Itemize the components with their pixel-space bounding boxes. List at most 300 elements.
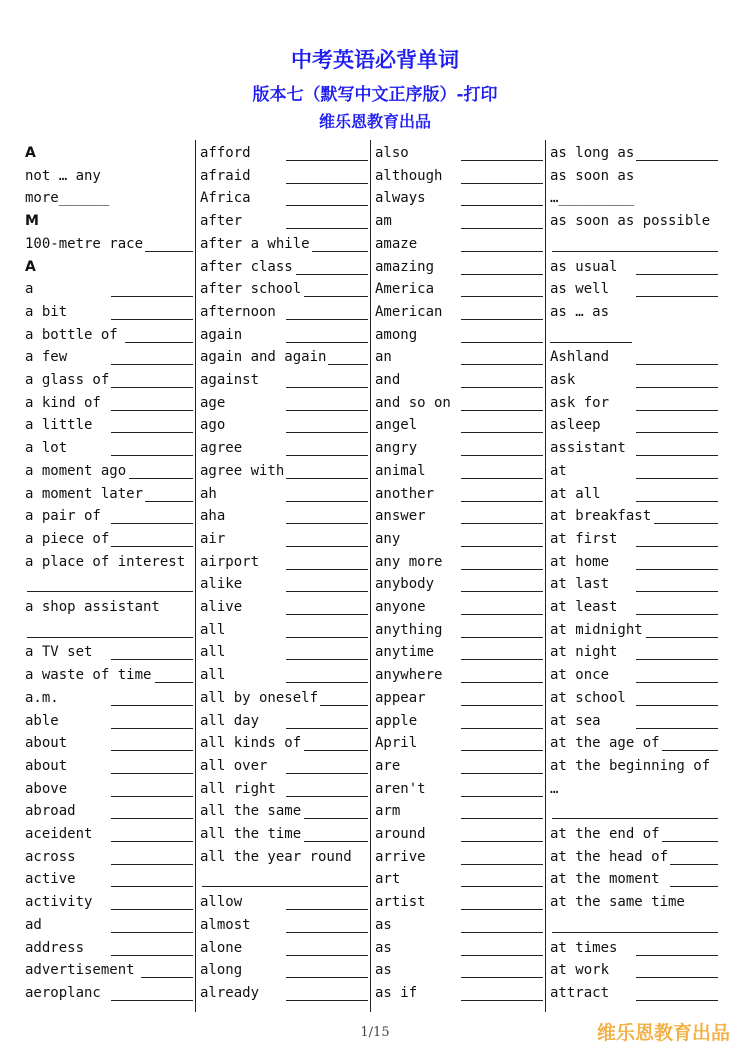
word-text: angry bbox=[375, 440, 418, 457]
word-entry bbox=[375, 983, 543, 1006]
word-entry bbox=[375, 257, 543, 280]
answer-blank-line bbox=[461, 864, 543, 865]
answer-blank-line bbox=[111, 432, 193, 433]
answer-blank-line bbox=[461, 205, 543, 206]
word-text: able bbox=[25, 712, 59, 729]
answer-blank-line bbox=[646, 637, 718, 638]
word-text: all the same bbox=[200, 803, 302, 820]
word-text: advertisement bbox=[25, 962, 135, 979]
word-entry bbox=[25, 779, 193, 802]
word-entry bbox=[200, 552, 368, 575]
word-text: at the end of bbox=[550, 826, 660, 842]
word-entry bbox=[550, 552, 718, 575]
word-text: Ashland bbox=[550, 349, 610, 366]
answer-blank-line bbox=[111, 728, 193, 729]
word-entry bbox=[550, 370, 718, 393]
word-entry bbox=[200, 438, 368, 461]
word-entry bbox=[550, 892, 718, 915]
answer-blank-line bbox=[111, 546, 193, 547]
word-text: at the beginning of bbox=[550, 757, 711, 774]
word-entry bbox=[550, 188, 718, 211]
answer-blank-line bbox=[461, 364, 543, 365]
word-entry bbox=[200, 574, 368, 597]
answer-blank-line bbox=[111, 818, 193, 819]
word-text: allow bbox=[200, 894, 243, 911]
answer-blank-line bbox=[636, 546, 718, 547]
answer-blank-line bbox=[145, 501, 193, 502]
word-entry bbox=[550, 438, 718, 461]
word-entry bbox=[200, 938, 368, 961]
word-text: A bbox=[25, 145, 36, 161]
answer-blank-line bbox=[111, 410, 193, 411]
column-divider bbox=[370, 140, 371, 1012]
answer-blank-line bbox=[111, 296, 193, 297]
word-text: an bbox=[375, 349, 392, 366]
word-text: age bbox=[200, 394, 226, 411]
answer-blank-line bbox=[328, 364, 368, 365]
word-entry bbox=[25, 484, 193, 507]
word-text: agree with bbox=[200, 462, 285, 479]
word-entry bbox=[25, 597, 193, 620]
answer-blank-line bbox=[461, 228, 543, 229]
word-text: aeroplanc bbox=[25, 984, 101, 1001]
word-entry bbox=[25, 302, 193, 325]
word-entry bbox=[550, 938, 718, 961]
word-entry bbox=[375, 642, 543, 665]
word-text: ago bbox=[200, 417, 226, 434]
answer-blank-line bbox=[111, 659, 193, 660]
answer-blank-line bbox=[461, 410, 543, 411]
word-entry bbox=[550, 620, 718, 643]
word-text: not … any bbox=[25, 167, 101, 184]
answer-blank-line bbox=[662, 750, 718, 751]
word-entry bbox=[550, 597, 718, 620]
word-entry bbox=[550, 166, 718, 189]
answer-blank-line bbox=[461, 546, 543, 547]
answer-blank-line bbox=[461, 160, 543, 161]
word-entry bbox=[25, 234, 193, 257]
answer-blank-line bbox=[111, 523, 193, 524]
word-text: aha bbox=[200, 508, 226, 525]
answer-blank-line bbox=[111, 909, 193, 910]
word-text: a piece of bbox=[25, 530, 110, 547]
answer-blank-line bbox=[461, 728, 543, 729]
answer-blank-line bbox=[111, 387, 193, 388]
word-text: anyone bbox=[375, 599, 426, 615]
word-entry bbox=[375, 711, 543, 734]
word-entry bbox=[550, 211, 718, 234]
answer-blank-line bbox=[461, 796, 543, 797]
answer-blank-line bbox=[654, 523, 718, 524]
answer-blank-line bbox=[111, 773, 193, 774]
word-entry bbox=[375, 824, 543, 847]
word-text: at the age of bbox=[550, 735, 660, 752]
word-entry bbox=[375, 325, 543, 348]
answer-blank-line bbox=[286, 319, 368, 320]
word-entry bbox=[200, 461, 368, 484]
answer-blank-line bbox=[461, 637, 543, 638]
word-text: amaze bbox=[375, 235, 418, 252]
answer-blank-line bbox=[461, 705, 543, 706]
answer-blank-line bbox=[461, 501, 543, 502]
word-text: afraid bbox=[200, 167, 251, 184]
answer-blank-line bbox=[286, 387, 368, 388]
answer-blank-line bbox=[461, 387, 543, 388]
word-entry bbox=[375, 756, 543, 779]
word-text: anything bbox=[375, 621, 443, 638]
word-text: any more bbox=[375, 553, 443, 570]
answer-blank-line bbox=[304, 750, 368, 751]
answer-blank-line bbox=[111, 455, 193, 456]
word-entry bbox=[375, 847, 543, 870]
word-text: activity bbox=[25, 894, 93, 911]
word-text: almost bbox=[200, 916, 251, 933]
word-entry bbox=[550, 257, 718, 280]
word-text: as long as bbox=[550, 145, 635, 161]
answer-blank-line bbox=[461, 750, 543, 751]
answer-blank-line bbox=[286, 569, 368, 570]
answer-blank-line bbox=[286, 955, 368, 956]
answer-blank-line bbox=[461, 183, 543, 184]
answer-blank-line bbox=[286, 410, 368, 411]
word-entry bbox=[375, 506, 543, 529]
word-text: air bbox=[200, 530, 226, 547]
answer-blank-line bbox=[636, 455, 718, 456]
word-text: animal bbox=[375, 462, 426, 479]
answer-blank-line bbox=[111, 955, 193, 956]
word-entry bbox=[200, 211, 368, 234]
word-text: American bbox=[375, 303, 443, 320]
answer-blank-line bbox=[461, 773, 543, 774]
word-entry bbox=[200, 529, 368, 552]
word-text: also bbox=[375, 145, 409, 161]
word-text: all the year round bbox=[200, 848, 352, 865]
answer-blank-line bbox=[461, 251, 543, 252]
word-text: as bbox=[375, 939, 392, 956]
word-text: address bbox=[25, 939, 85, 956]
word-text: …_________ bbox=[550, 190, 635, 207]
word-entry bbox=[200, 166, 368, 189]
word-text: along bbox=[200, 962, 243, 979]
answer-blank-line bbox=[145, 251, 193, 252]
word-text: a waste of time bbox=[25, 667, 152, 684]
answer-blank-line bbox=[636, 977, 718, 978]
word-text: arrive bbox=[375, 848, 426, 865]
answer-blank-line bbox=[552, 251, 718, 252]
word-entry bbox=[200, 733, 368, 756]
word-text: airport bbox=[200, 553, 260, 570]
word-text: at first bbox=[550, 530, 618, 547]
word-text: at night bbox=[550, 644, 618, 661]
answer-blank-line bbox=[286, 637, 368, 638]
word-entry bbox=[25, 143, 193, 166]
word-entry bbox=[550, 529, 718, 552]
word-entry bbox=[375, 438, 543, 461]
word-text: anybody bbox=[375, 576, 435, 593]
word-entry bbox=[200, 756, 368, 779]
word-text: alive bbox=[200, 599, 243, 615]
word-text: a place of interest bbox=[25, 553, 186, 570]
word-entry bbox=[25, 211, 193, 234]
answer-blank-line bbox=[286, 591, 368, 592]
word-entry bbox=[550, 665, 718, 688]
word-text: as soon as bbox=[550, 167, 635, 184]
answer-blank-line bbox=[296, 274, 368, 275]
answer-blank-line bbox=[286, 183, 368, 184]
word-text: afternoon bbox=[200, 303, 276, 320]
word-entry bbox=[550, 642, 718, 665]
word-entry bbox=[25, 461, 193, 484]
word-entry bbox=[550, 801, 718, 824]
word-entry bbox=[375, 960, 543, 983]
answer-blank-line bbox=[111, 932, 193, 933]
word-text: arm bbox=[375, 803, 401, 820]
answer-blank-line bbox=[636, 569, 718, 570]
word-entry bbox=[375, 665, 543, 688]
answer-blank-line bbox=[125, 342, 193, 343]
word-text: after school bbox=[200, 281, 302, 298]
word-text: and so on bbox=[375, 394, 451, 411]
word-text: as well bbox=[550, 281, 610, 298]
word-text: another bbox=[375, 485, 435, 502]
word-text: anywhere bbox=[375, 667, 443, 684]
word-text: after a while bbox=[200, 235, 310, 252]
answer-blank-line bbox=[461, 841, 543, 842]
word-entry bbox=[550, 960, 718, 983]
word-entry bbox=[200, 620, 368, 643]
answer-blank-line bbox=[286, 932, 368, 933]
word-entry bbox=[200, 506, 368, 529]
answer-blank-line bbox=[286, 682, 368, 683]
word-entry bbox=[550, 869, 718, 892]
watermark-logo: 维乐恩教育出品 bbox=[596, 1022, 730, 1044]
answer-blank-line bbox=[461, 614, 543, 615]
answer-blank-line bbox=[636, 274, 718, 275]
word-text: aren't bbox=[375, 780, 426, 797]
word-text: Africa bbox=[200, 190, 251, 207]
word-entry bbox=[200, 847, 368, 870]
word-entry bbox=[200, 915, 368, 938]
word-text: as bbox=[375, 962, 392, 979]
word-entry bbox=[550, 688, 718, 711]
word-entry bbox=[550, 415, 718, 438]
word-entry bbox=[25, 869, 193, 892]
word-entry bbox=[200, 325, 368, 348]
answer-blank-line bbox=[662, 841, 718, 842]
answer-blank-line bbox=[312, 251, 368, 252]
answer-blank-line bbox=[461, 932, 543, 933]
word-entry bbox=[200, 484, 368, 507]
word-text: at sea bbox=[550, 712, 601, 729]
answer-blank-line bbox=[461, 955, 543, 956]
word-text: a pair of bbox=[25, 508, 101, 525]
word-entry bbox=[375, 688, 543, 711]
answer-blank-line bbox=[461, 319, 543, 320]
word-entry bbox=[550, 574, 718, 597]
word-text: all kinds of bbox=[200, 735, 302, 752]
word-text: ad bbox=[25, 916, 42, 933]
word-text: about bbox=[25, 735, 68, 752]
word-text: although bbox=[375, 167, 443, 184]
answer-blank-line bbox=[636, 432, 718, 433]
word-text: all day bbox=[200, 712, 260, 729]
word-entry bbox=[25, 688, 193, 711]
word-entry bbox=[200, 779, 368, 802]
answer-blank-line bbox=[129, 478, 193, 479]
answer-blank-line bbox=[461, 296, 543, 297]
word-entry bbox=[375, 393, 543, 416]
word-text: art bbox=[375, 871, 401, 888]
answer-blank-line bbox=[552, 818, 718, 819]
answer-blank-line bbox=[636, 955, 718, 956]
word-entry bbox=[200, 688, 368, 711]
answer-blank-line bbox=[286, 977, 368, 978]
answer-blank-line bbox=[636, 1000, 718, 1001]
word-entry bbox=[550, 983, 718, 1006]
word-text: alone bbox=[200, 939, 243, 956]
word-entry bbox=[375, 166, 543, 189]
answer-blank-line bbox=[461, 1000, 543, 1001]
answer-blank-line bbox=[286, 432, 368, 433]
answer-blank-line bbox=[461, 909, 543, 910]
answer-blank-line bbox=[670, 864, 718, 865]
word-text: at the head of bbox=[550, 848, 669, 865]
word-entry bbox=[25, 257, 193, 280]
word-entry bbox=[200, 234, 368, 257]
answer-blank-line bbox=[636, 410, 718, 411]
answer-blank-line bbox=[670, 886, 718, 887]
word-entry bbox=[375, 143, 543, 166]
word-text: always bbox=[375, 190, 426, 207]
word-entry bbox=[25, 347, 193, 370]
word-entry bbox=[25, 188, 193, 211]
word-text: all bbox=[200, 667, 226, 684]
word-text: am bbox=[375, 213, 392, 230]
answer-blank-line bbox=[636, 705, 718, 706]
answer-blank-line bbox=[286, 523, 368, 524]
word-text: active bbox=[25, 871, 76, 888]
answer-blank-line bbox=[461, 523, 543, 524]
answer-blank-line bbox=[111, 1000, 193, 1001]
word-text: asleep bbox=[550, 417, 601, 434]
word-entry bbox=[25, 415, 193, 438]
word-entry bbox=[375, 279, 543, 302]
word-text: a glass of bbox=[25, 372, 110, 388]
word-text: aceident bbox=[25, 826, 93, 842]
answer-blank-line bbox=[461, 274, 543, 275]
word-entry bbox=[25, 642, 193, 665]
word-entry bbox=[25, 711, 193, 734]
answer-blank-line bbox=[155, 682, 193, 683]
answer-blank-line bbox=[461, 818, 543, 819]
word-entry bbox=[550, 756, 718, 779]
word-entry bbox=[25, 960, 193, 983]
word-entry bbox=[375, 552, 543, 575]
word-entry bbox=[25, 892, 193, 915]
word-text: as … as bbox=[550, 303, 610, 320]
word-text: at midnight bbox=[550, 621, 643, 638]
word-entry bbox=[375, 779, 543, 802]
word-text: amazing bbox=[375, 258, 435, 275]
word-text: already bbox=[200, 984, 260, 1001]
answer-blank-line bbox=[461, 432, 543, 433]
page-subtitle: 版本七（默写中文正序版）-打印 bbox=[252, 85, 498, 105]
word-entry bbox=[25, 938, 193, 961]
column-divider bbox=[195, 140, 196, 1012]
answer-blank-line bbox=[304, 841, 368, 842]
word-text: at least bbox=[550, 599, 618, 615]
answer-blank-line bbox=[636, 591, 718, 592]
answer-blank-line bbox=[304, 818, 368, 819]
word-text: all bbox=[200, 621, 226, 638]
word-text: a shop assistant bbox=[25, 599, 160, 615]
word-text: a bottle of bbox=[25, 326, 118, 343]
word-entry bbox=[25, 552, 193, 575]
answer-blank-line bbox=[286, 796, 368, 797]
word-entry bbox=[375, 915, 543, 938]
answer-blank-line bbox=[461, 455, 543, 456]
word-entry bbox=[550, 733, 718, 756]
word-entry bbox=[375, 484, 543, 507]
word-entry bbox=[25, 438, 193, 461]
word-entry bbox=[200, 983, 368, 1006]
word-entry bbox=[200, 711, 368, 734]
word-text: are bbox=[375, 757, 401, 774]
word-entry bbox=[375, 415, 543, 438]
word-text: at school bbox=[550, 689, 626, 706]
word-text: … bbox=[550, 780, 559, 797]
answer-blank-line bbox=[636, 387, 718, 388]
word-entry bbox=[375, 597, 543, 620]
word-text: anytime bbox=[375, 644, 435, 661]
word-entry bbox=[200, 892, 368, 915]
word-text: any bbox=[375, 530, 401, 547]
word-text: as soon as possible bbox=[550, 213, 711, 230]
word-text: around bbox=[375, 826, 426, 842]
word-entry bbox=[550, 506, 718, 529]
answer-blank-line bbox=[636, 160, 718, 161]
word-entry bbox=[550, 302, 718, 325]
word-text: angel bbox=[375, 417, 418, 434]
word-text: a moment later bbox=[25, 485, 144, 502]
word-entry bbox=[375, 801, 543, 824]
word-entry bbox=[200, 188, 368, 211]
word-text: agree bbox=[200, 440, 243, 457]
word-text: America bbox=[375, 281, 435, 298]
answer-blank-line bbox=[286, 773, 368, 774]
word-text: all bbox=[200, 644, 226, 661]
word-entry bbox=[375, 869, 543, 892]
answer-blank-line bbox=[286, 614, 368, 615]
word-text: A bbox=[25, 258, 36, 275]
answer-blank-line bbox=[550, 342, 632, 343]
word-entry bbox=[550, 779, 718, 802]
word-text: April bbox=[375, 735, 418, 752]
word-entry bbox=[200, 370, 368, 393]
word-entry bbox=[25, 915, 193, 938]
answer-blank-line bbox=[111, 364, 193, 365]
word-entry bbox=[375, 211, 543, 234]
word-entry bbox=[25, 756, 193, 779]
word-entry bbox=[550, 847, 718, 870]
word-entry bbox=[25, 166, 193, 189]
word-text: a moment ago bbox=[25, 462, 127, 479]
answer-blank-line bbox=[636, 728, 718, 729]
word-text: apple bbox=[375, 712, 418, 729]
word-entry bbox=[25, 733, 193, 756]
answer-blank-line bbox=[286, 659, 368, 660]
word-text: answer bbox=[375, 508, 426, 525]
